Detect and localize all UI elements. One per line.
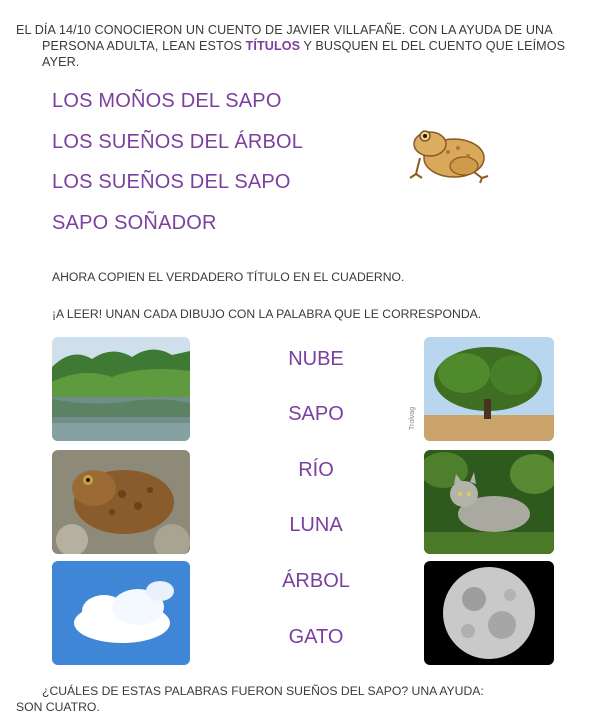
cat-photo xyxy=(424,450,554,554)
moon-photo xyxy=(424,561,554,665)
title-option: LOS SUEÑOS DEL SAPO xyxy=(52,171,291,193)
photo-credit: Trolvag xyxy=(409,406,416,430)
intro-date: EL DÍA 14/10 xyxy=(16,23,91,37)
intro-paragraph xyxy=(16,22,594,70)
intro-line2-end: Y BUSQUEN EL DEL CUENTO QUE LEÍMOS xyxy=(300,39,566,53)
question-line2: SON CUATRO. xyxy=(16,700,100,714)
intro-highlight-titulos: TÍTULOS xyxy=(245,39,301,53)
question-line1: ¿CUÁLES DE ESTAS PALABRAS FUERON SUEÑOS DEL SAPO? UNA AYUDA: xyxy=(42,684,484,698)
word-sapo: SAPO xyxy=(288,403,344,425)
intro-line1: CONOCIERON UN CUENTO DE JAVIER VILLAFAÑE. CON LA AYUDA DE UNA xyxy=(90,23,553,37)
title-option: LOS MOÑOS DEL SAPO xyxy=(52,90,282,112)
title-options-list xyxy=(52,90,303,252)
question-paragraph xyxy=(16,683,542,715)
cloud-photo xyxy=(52,561,190,665)
word-gato: GATO xyxy=(288,626,344,648)
intro-line3: AYER. xyxy=(42,55,80,69)
word-nube: NUBE xyxy=(288,348,344,370)
word-arbol: ÁRBOL xyxy=(282,570,350,592)
intro-line2-start: PERSONA ADULTA, LEAN ESTOS xyxy=(42,39,246,53)
river-photo xyxy=(52,337,190,441)
word-luna: LUNA xyxy=(289,514,343,536)
word-rio: RÍO xyxy=(298,459,334,481)
toad-photo xyxy=(52,450,190,554)
frog-illustration xyxy=(408,118,490,184)
instruction-match: ¡A LEER! UNAN CADA DIBUJO CON LA PALABRA QUE LE CORRESPONDA. xyxy=(52,307,482,321)
tree-photo xyxy=(424,337,554,441)
title-option: SAPO SOÑADOR xyxy=(52,211,217,234)
instruction-copy-title: AHORA COPIEN EL VERDADERO TÍTULO EN EL CUADERNO. xyxy=(52,270,405,284)
title-option: LOS SUEÑOS DEL ÁRBOL xyxy=(52,130,304,153)
